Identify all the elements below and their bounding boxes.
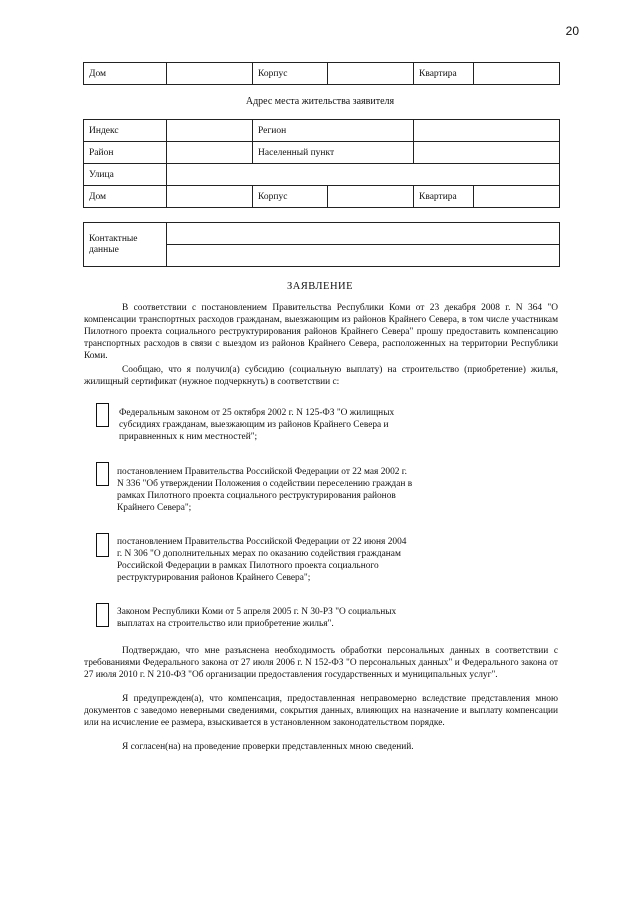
locality-field[interactable] — [414, 142, 560, 164]
index-label: Индекс — [84, 120, 167, 142]
warn-paragraph: Я предупрежден(а), что компенсация, предоставленная неправомерно вследствие представления мною документов с заведомо неверными сведениями, сокрытия данных, влияющих на назначение и выплату компенсации или на исчисление ее размера, взыскивается в установленном законодательством порядке. — [84, 694, 558, 728]
apartment-field[interactable] — [474, 63, 560, 85]
contacts-label: Контактные данные — [84, 223, 167, 267]
house-label: Дом — [84, 186, 167, 208]
street-field[interactable] — [167, 164, 560, 186]
option-text-1: Федеральным законом от 25 октября 2002 г. N 125-ФЗ "О жилищных субсидиях гражданам, выезжающим из районов Крайнего Севера и приравненных к ним местностей"; — [119, 408, 395, 442]
district-field[interactable] — [167, 142, 253, 164]
house-field[interactable] — [167, 186, 253, 208]
option-checkbox-3[interactable] — [96, 533, 109, 557]
building-field[interactable] — [328, 63, 414, 85]
index-field[interactable] — [167, 120, 253, 142]
residence-address-table — [83, 119, 560, 208]
building-label: Корпус — [253, 63, 328, 85]
option-checkbox-4[interactable] — [96, 603, 109, 627]
option-checkbox-1[interactable] — [96, 403, 109, 427]
option-text-2: постановлением Правительства Российской Федерации от 22 мая 2002 г. N 336 "Об утверждении Положения о содействии переселению граждан в рамках Пилотного проекта социального реструктурирования районов Крайнего Севера"; — [117, 467, 413, 513]
page-number: 20 — [565, 24, 579, 38]
apartment-label: Квартира — [414, 63, 474, 85]
confirm-paragraph: Подтверждаю, что мне разъяснена необходимость обработки персональных данных в соответствии с требованиями Федерального закона от 27 июля 2006 г. N 152-ФЗ "О персональных данных" и Федерального закона от 27 июля 2010 г. N 210-ФЗ "Об организации предоставления государственных и муниципальных услуг". — [84, 646, 558, 680]
agree-paragraph: Я согласен(на) на проведение проверки представленных мною сведений. — [122, 742, 414, 752]
apartment-field[interactable] — [474, 186, 560, 208]
residence-caption: Адрес места жительства заявителя — [245, 96, 395, 107]
district-label: Район — [84, 142, 167, 164]
house-field[interactable] — [167, 63, 253, 85]
region-label: Регион — [253, 120, 414, 142]
address-table-1 — [83, 62, 560, 85]
street-label: Улица — [84, 164, 167, 186]
subsidy-paragraph: Сообщаю, что я получил(а) субсидию (социальную выплату) на строительство (приобретение) жилья, жилищный сертификат (нужное подчеркнуть) в соответствии с: — [84, 365, 558, 387]
building-label: Корпус — [253, 186, 328, 208]
option-text-3: постановлением Правительства Российской Федерации от 22 июня 2004 г. N 306 "О дополнительных мерах по оказанию содействия гражданам Российской Федерации в рамках Пилотного проекта социального реструктурирования районов Крайнего Севера"; — [117, 537, 407, 583]
contacts-field-1[interactable] — [167, 223, 560, 245]
contacts-table — [83, 222, 560, 267]
option-text-4: Законом Республики Коми от 5 апреля 2005 г. N 30-РЗ "О социальных выплатах на строительство или приобретение жилья". — [117, 607, 397, 629]
house-label: Дом — [84, 63, 167, 85]
region-field[interactable] — [414, 120, 560, 142]
intro-paragraph: В соответствии с постановлением Правительства Республики Коми от 23 декабря 2008 г. N 364 "О компенсации транспортных расходов гражданам, выезжающим из районов Крайнего Севера, в том числе участникам Пилотного проекта социального реструктурирования районов Крайнего Севера" прошу предоставить компенсацию транспортных расходов в связи с выездом из районов Крайнего Севера, расположенных на территории Республики Коми. — [84, 303, 558, 361]
contacts-field-2[interactable] — [167, 245, 560, 267]
locality-label: Населенный пункт — [253, 142, 414, 164]
apartment-label: Квартира — [414, 186, 474, 208]
building-field[interactable] — [328, 186, 414, 208]
option-checkbox-2[interactable] — [96, 462, 109, 486]
document-title: ЗАЯВЛЕНИЕ — [286, 281, 354, 292]
